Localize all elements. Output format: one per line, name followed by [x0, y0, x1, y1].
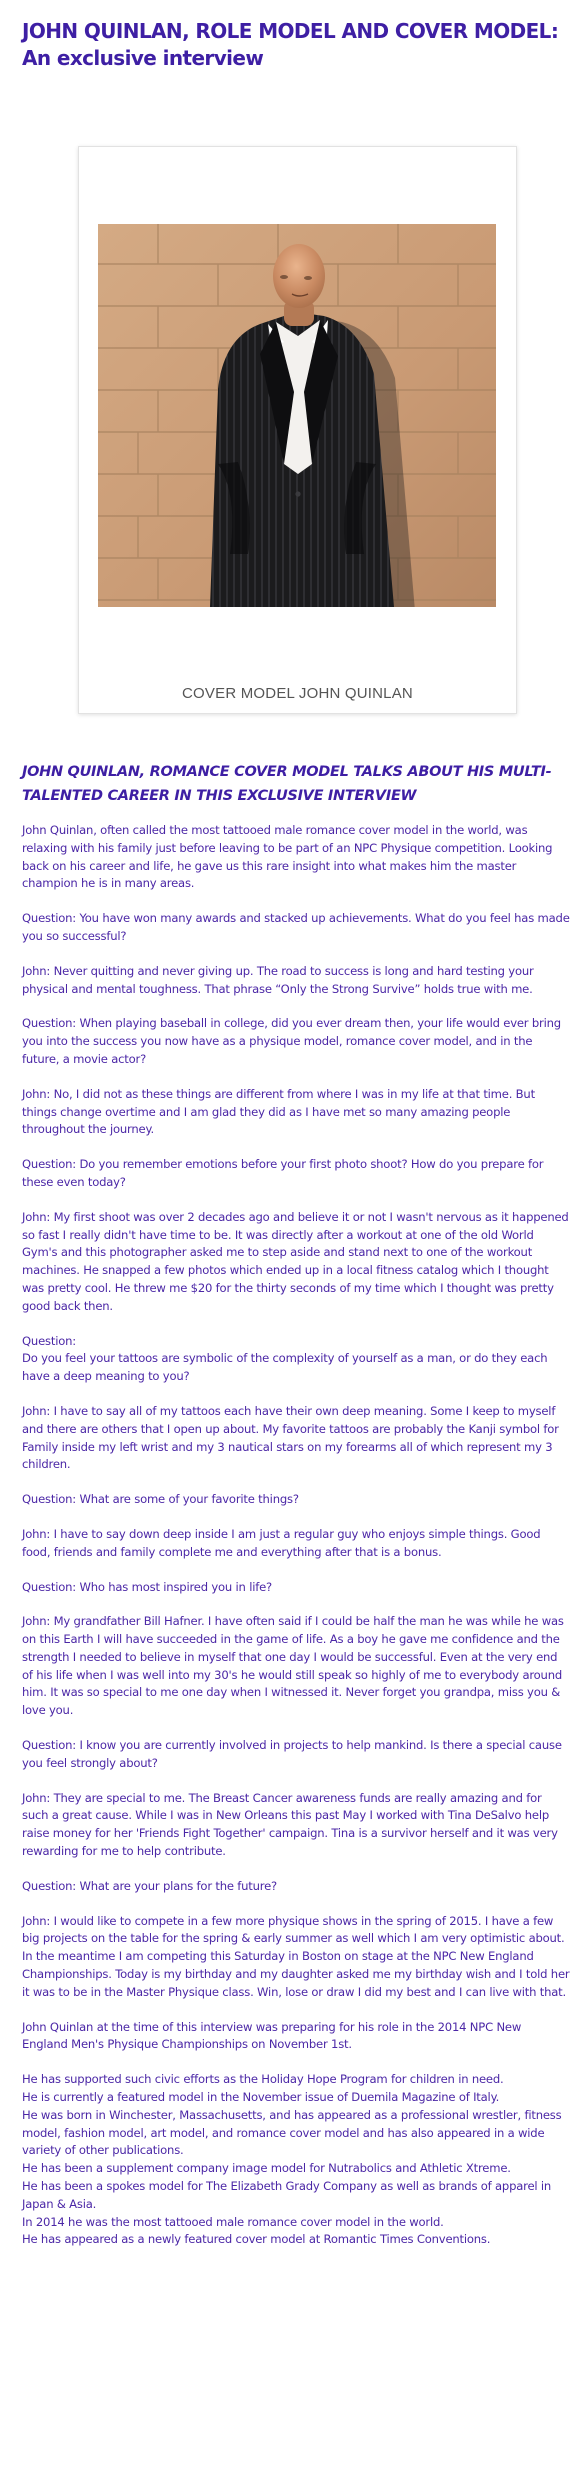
cover-photo	[98, 224, 496, 607]
answer-paragraph: John: I have to say down deep inside I am just a regular guy who enjoys simple things. Good food, friends and family complete me and everything after that is a bonus.	[22, 1526, 541, 1559]
answer-paragraph: John: I would like to compete in a few more physique shows in the spring of 2015. I have a few big projects on the table for the spring & early summer as well which I am very optimistic about. In the meantime I am competing this Saturday in Boston on stage at the NPC New England Championships. Today is my birthday and my daughter asked me my birthday wish and I told her it was to be in the Master Physique class. Win, lose or draw I did my best and I can live with that.	[22, 1913, 570, 1999]
answer-paragraph: John: No, I did not as these things are different from where I was in my life at that time. But things change overtime and I am glad they did as I have met so many amazing people throughout the journey.	[22, 1086, 535, 1137]
subheading-line-1: JOHN QUINLAN, ROMANCE COVER MODEL TALKS ABOUT	[22, 764, 463, 780]
fact-line: He has supported such civic efforts as the Holiday Hope Program for children in need.	[22, 2072, 504, 2087]
question-paragraph: Question: When playing baseball in college, did you ever dream then, your life would ever bring you into the success you now have as a physique model, romance cover model, and in the future, a movie actor?	[22, 1016, 561, 1066]
fact-line: He is currently a featured model in the November issue of Duemila Magazine of Italy.	[22, 2090, 500, 2105]
question-paragraph: Question: Do you remember emotions before your first photo shoot? How do you prepare for these even today?	[22, 1157, 544, 1189]
article-subheading	[22, 760, 567, 808]
subheading-line-2: HIS MULTI-TALENTED CAREER IN THIS EXCLUSIVE INTERVIEW	[22, 764, 552, 804]
article-body	[22, 822, 570, 2249]
answer-paragraph: John: My first shoot was over 2 decades ago and believe it or not I wasn't nervous as it happened so fast I really didn't have time to be. It was directly after a workout at one of the old World Gym's and this photographer asked me to step aside and stand next to one of the workout machines. He snapped a few photos which ended up in a local fitness catalog which I thought was pretty cool. He threw me $20 for the thirty seconds of my time which I thought was pretty good back then.	[22, 1209, 569, 1313]
answer-paragraph: John: My grandfather Bill Hafner. I have often said if I could be half the man he was while he was on this Earth I will have succeeded in the game of life. As a boy he gave me confidence and the strength I needed to believe in myself that one day I would be successful. Even at the very end of his life when I was well into my 30's he would still speak so highly of me to everybody around him. It was so special to me one day when I witnessed it. Never forget you grandpa, miss you & love you.	[22, 1614, 564, 1718]
closing-paragraph: John Quinlan at the time of this interview was preparing for his role in the 2014 NPC New England Men's Physique Championships on November 1st.	[22, 2019, 522, 2052]
cover-figure	[78, 146, 517, 714]
fact-line: He has been a spokes model for The Elizabeth Grady Company as well as brands of apparel in Japan & Asia.	[22, 2179, 552, 2211]
article-title: JOHN QUINLAN, ROLE MODEL AND COVER MODEL: An exclusive interview	[22, 19, 559, 70]
answer-paragraph: John: Never quitting and never giving up. The road to success is long and hard testing your physical and mental toughness. That phrase “Only the Strong Survive” holds true with me.	[22, 963, 534, 996]
photo-caption: COVER MODEL JOHN QUINLAN	[182, 685, 413, 702]
fact-line: In 2014 he was the most tattooed male romance cover model in the world.	[22, 2214, 444, 2229]
question-paragraph: Question: Who has most inspired you in life?	[22, 1579, 273, 1594]
question-paragraph: Question: Do you feel your tattoos are symbolic of the complexity of yourself as a man, or do they each have a deep meaning to you?	[22, 1333, 548, 1384]
answer-paragraph: John: They are special to me. The Breast Cancer awareness funds are really amazing and for such a great cause. While I was in New Orleans this past May I worked with Tina DeSalvo help raise money for her 'Friends Fight Together' campaign. Tina is a survivor herself and it was very rewarding for me to help contribute.	[22, 1790, 558, 1859]
question-paragraph: Question: I know you are currently involved in projects to help mankind. Is there a special cause you feel strongly about?	[22, 1738, 562, 1770]
facts-list	[22, 2071, 570, 2249]
intro-paragraph: John Quinlan, often called the most tattooed male romance cover model in the world, was relaxing with his family just before leaving to be part of an NPC Physique competition. Looking back on his career and life, he gave us this rare insight into what makes him the master champion he is in many areas.	[22, 823, 553, 891]
fact-line: He was born in Winchester, Massachusetts, and has appeared as a professional wrestler, fitness model, fashion model, art model, and romance cover model and has also appeared in a wide variety of other publications.	[22, 2107, 562, 2158]
fact-line: He has appeared as a newly featured cover model at Romantic Times Conventions.	[22, 2232, 491, 2247]
fact-line: He has been a supplement company image model for Nutrabolics and Athletic Xtreme.	[22, 2161, 511, 2176]
answer-paragraph: John: I have to say all of my tattoos each have their own deep meaning. Some I keep to myself and there are others that I open up about. My favorite tattoos are probably the Kanji symbol for Family inside my left wrist and my 3 nautical stars on my forearms all of which represent my 3 children.	[22, 1403, 559, 1472]
question-paragraph: Question: What are some of your favorite things?	[22, 1492, 299, 1507]
question-paragraph: Question: You have won many awards and stacked up achievements. What do you feel has made you so successful?	[22, 911, 570, 943]
question-paragraph: Question: What are your plans for the future?	[22, 1878, 278, 1893]
